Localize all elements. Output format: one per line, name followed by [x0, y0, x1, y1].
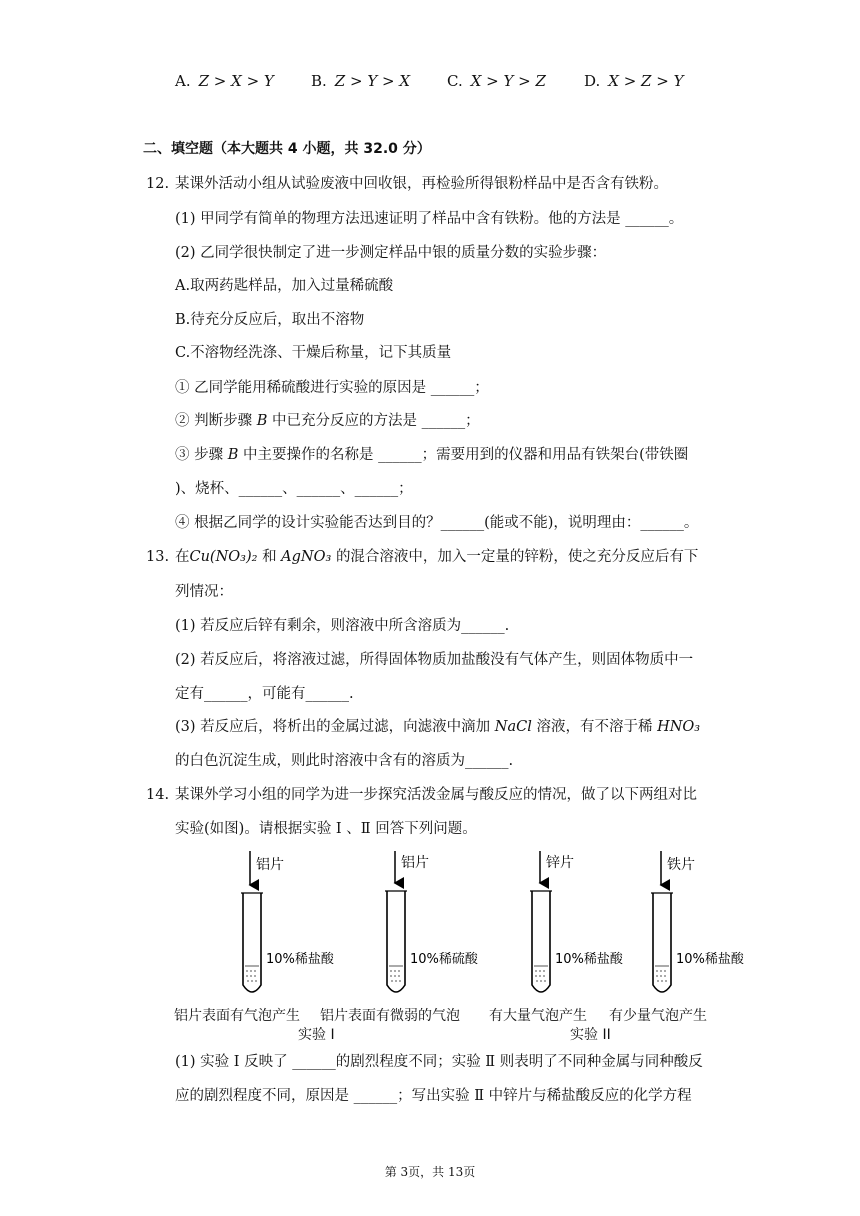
option-d: D. X > Z > Y	[584, 72, 684, 90]
observation-3: 有大量气泡产生	[489, 1008, 587, 1024]
step-c: C.不溶物经洗涤、干燥后称量，记下其质量	[175, 345, 452, 361]
experiment-2-label: 实验 II	[570, 1027, 611, 1043]
blank-item-2: ② 判断步骤 B 中已充分反应的方法是 ______；	[175, 413, 480, 429]
question-stem: 某课外活动小组从试验废液中回收银，再检验所得银粉样品中是否含有铁粉。	[175, 176, 668, 192]
sub-question-2: (2) 乙同学很快制定了进一步测定样品中银的质量分数的实验步骤：	[175, 245, 607, 261]
page-footer: 第 3页，共 13页	[384, 1165, 476, 1179]
blank-item-3: ③ 步骤 B 中主要操作的名称是 ______；需要用到的仪器和用品有铁架台(带铁圈	[175, 447, 689, 463]
test-tube-4	[651, 851, 745, 992]
observation-4: 有少量气泡产生	[609, 1008, 707, 1024]
sub-question-1: (1) 甲同学有简单的物理方法迅速证明了样品中含有铁粉。他的方法是 ______。	[175, 211, 684, 227]
sub-question-1: (1) 实验 I 反映了 ______的剧烈程度不同；实验 Ⅱ 则表明了不同种金属与同种酸反	[175, 1054, 703, 1070]
question-number: 12.	[146, 176, 170, 192]
question-number: 13.	[146, 549, 170, 565]
sub-question-3-cont: 的白色沉淀生成，则此时溶液中含有的溶质为______.	[175, 753, 514, 769]
option-c: C. X > Y > Z	[447, 72, 546, 90]
experiment-figure	[0, 845, 860, 1005]
step-a: A.取两药匙样品，加入过量稀硫酸	[175, 278, 394, 294]
blank-item-1: ① 乙同学能用稀硫酸进行实验的原因是 ______；	[175, 380, 489, 396]
option-a: A. Z > X > Y	[175, 72, 274, 90]
section-heading: 二、填空题（本大题共 4 小题，共 32.0 分）	[143, 141, 431, 157]
acid-label-1: 10%稀盐酸	[266, 952, 334, 967]
sub-question-2-cont: 定有______，可能有______.	[175, 686, 354, 702]
metal-label-3: 锌片	[546, 855, 574, 871]
option-b: B. Z > Y > X	[311, 72, 411, 90]
question-stem-cont: 实验(如图)。请根据实验 Ⅰ 、Ⅱ 回答下列问题。	[175, 821, 477, 837]
test-tube-1	[241, 851, 335, 992]
sub-question-2: (2) 若反应后，将溶液过滤，所得固体物质加盐酸没有气体产生，则固体物质中一	[175, 652, 694, 668]
blank-item-3-cont: )、烧杯、______、______、______；	[175, 481, 413, 497]
sub-question-1: (1) 若反应后锌有剩余，则溶液中所含溶质为______.	[175, 618, 510, 634]
metal-label-2: 铝片	[401, 855, 429, 871]
blank-item-4: ④ 根据乙同学的设计实验能否达到目的？______(能或不能)，说明理由：______。	[175, 515, 699, 531]
test-tube-2	[385, 851, 479, 992]
question-number: 14.	[146, 787, 170, 803]
acid-label-3: 10%稀盐酸	[555, 952, 623, 967]
step-b: B.待充分反应后，取出不溶物	[175, 312, 365, 328]
question-stem: 在Cu(NO₃)₂ 和 AgNO₃ 的混合溶液中，加入一定量的锌粉，使之充分反应后有下	[175, 549, 699, 565]
experiment-1-label: 实验 I	[298, 1027, 335, 1043]
observation-1: 铝片表面有气泡产生	[174, 1008, 300, 1024]
sub-question-3: (3) 若反应后，将析出的金属过滤，向滤液中滴加 NaCl 溶液，有不溶于稀 HNO₃	[175, 719, 701, 735]
acid-label-2: 10%稀硫酸	[410, 952, 478, 967]
test-tube-3	[530, 851, 624, 992]
question-stem-cont: 列情况：	[175, 584, 233, 600]
acid-label-4: 10%稀盐酸	[676, 952, 744, 967]
sub-question-1-cont: 应的剧烈程度不同，原因是 ______；写出实验 Ⅱ 中锌片与稀盐酸反应的化学方程	[175, 1088, 692, 1104]
observation-2: 铝片表面有微弱的气泡	[320, 1008, 460, 1024]
metal-label-4: 铁片	[667, 857, 695, 873]
question-stem: 某课外学习小组的同学为进一步探究活泼金属与酸反应的情况，做了以下两组对比	[175, 787, 697, 803]
metal-label-1: 铝片	[256, 857, 284, 873]
